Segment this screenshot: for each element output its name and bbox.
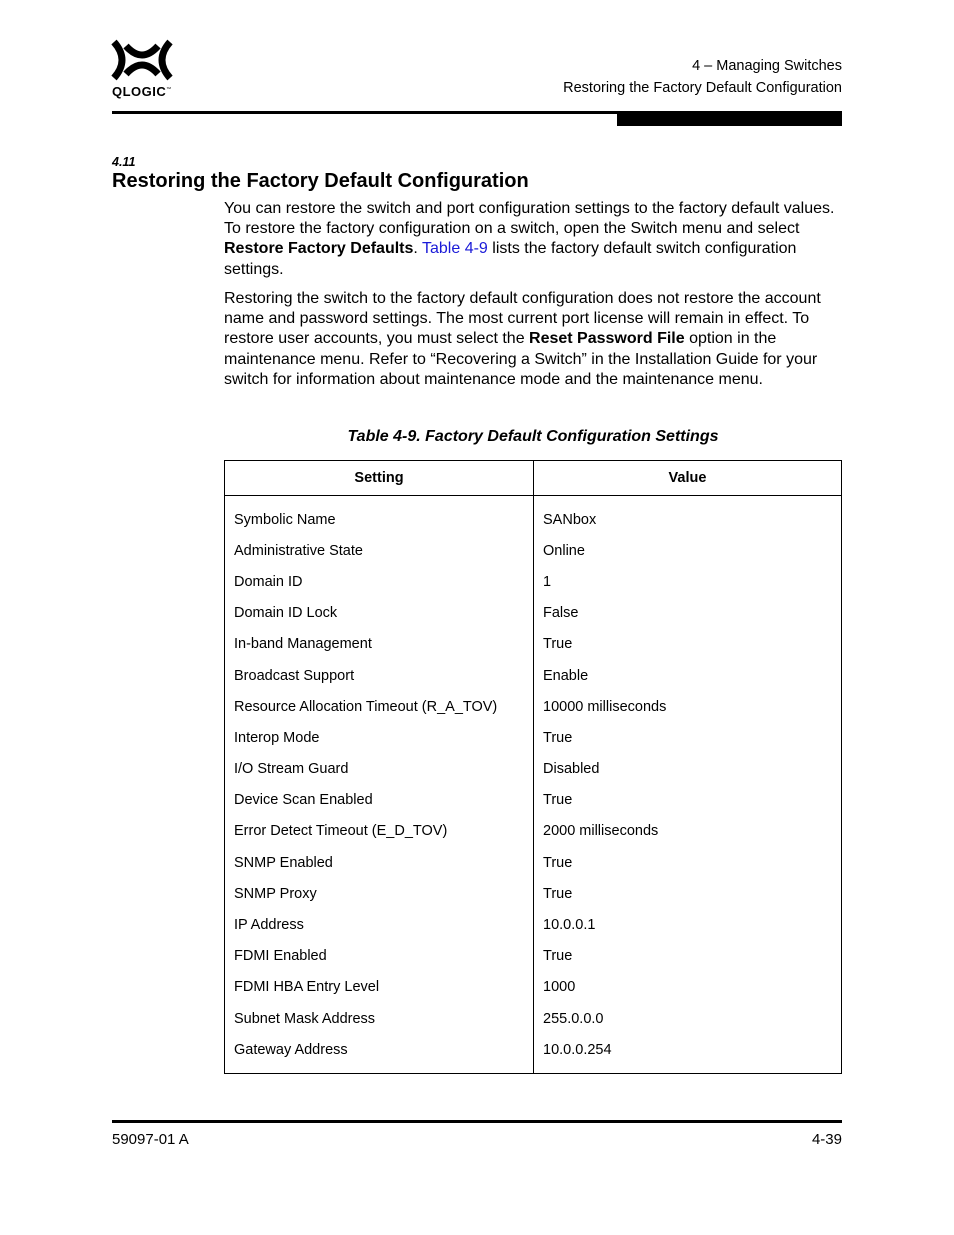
cell-setting: Domain ID Lock: [225, 598, 534, 629]
paragraph-1: [224, 199, 844, 280]
table-row: [225, 598, 842, 629]
table-row: [225, 629, 842, 660]
cell-value: 2000 milliseconds: [534, 816, 842, 847]
table-row: [225, 1003, 842, 1034]
para1-text-2: .: [413, 240, 422, 258]
header-rule: [112, 111, 617, 114]
cell-setting: Gateway Address: [225, 1034, 534, 1074]
table-row: [225, 909, 842, 940]
table-row: [225, 691, 842, 722]
table-row: [225, 878, 842, 909]
factory-defaults-table: [224, 460, 842, 1074]
cell-value: SANbox: [534, 496, 842, 536]
table-row: [225, 754, 842, 785]
cell-value: Disabled: [534, 754, 842, 785]
cell-value: True: [534, 629, 842, 660]
table-header-row: [225, 461, 842, 496]
cell-setting: Administrative State: [225, 535, 534, 566]
table-row: [225, 566, 842, 597]
cell-value: True: [534, 847, 842, 878]
table-row: [225, 496, 842, 536]
table-row: [225, 660, 842, 691]
cell-setting: FDMI HBA Entry Level: [225, 972, 534, 1003]
section-number: 4.11: [112, 155, 136, 169]
cell-value: 1000: [534, 972, 842, 1003]
cell-setting: SNMP Enabled: [225, 847, 534, 878]
para1-text-1: You can restore the switch and port configuration settings to the factory default values. To restore the factory configuration on a switch, open the Switch menu and select: [224, 200, 835, 238]
cell-setting: In-band Management: [225, 629, 534, 660]
cell-setting: Error Detect Timeout (E_D_TOV): [225, 816, 534, 847]
cell-value: False: [534, 598, 842, 629]
footer-page-number: 4-39: [811, 1131, 842, 1148]
cell-value: Online: [534, 535, 842, 566]
footer-doc-number: 59097-01 A: [112, 1131, 189, 1148]
para2-text-1: Restoring the switch to the factory default configuration does not restore the account name and password settings. The most current port license will remain in effect. To restore user accounts, you must select the: [224, 290, 821, 348]
cell-setting: Device Scan Enabled: [225, 785, 534, 816]
cell-setting: Subnet Mask Address: [225, 1003, 534, 1034]
cell-value: 10000 milliseconds: [534, 691, 842, 722]
column-header-setting: Setting: [225, 461, 534, 496]
cell-value: 10.0.0.254: [534, 1034, 842, 1074]
cell-value: Enable: [534, 660, 842, 691]
cell-setting: Broadcast Support: [225, 660, 534, 691]
table-row: [225, 1034, 842, 1074]
cell-value: True: [534, 722, 842, 753]
table-row: [225, 816, 842, 847]
header-rule-block: [617, 111, 842, 126]
header-section: Restoring the Factory Default Configuration: [563, 80, 842, 96]
column-header-value: Value: [534, 461, 842, 496]
para1-text-3: lists the factory default switch configuration settings.: [224, 240, 797, 278]
para2-text-2: option in the maintenance menu. Refer to “Recovering a Switch” in the Installation Guide for your switch for information about maintenance mode and the maintenance menu.: [224, 330, 818, 388]
logo-wordmark: QLOGIC™: [112, 84, 172, 99]
para1-bold-restore-defaults: Restore Factory Defaults: [224, 240, 414, 258]
cell-setting: Symbolic Name: [225, 496, 534, 536]
table-row: [225, 722, 842, 753]
para2-bold-reset-password: Reset Password File: [529, 330, 685, 348]
paragraph-2: [224, 289, 844, 390]
cell-setting: I/O Stream Guard: [225, 754, 534, 785]
cell-value: 1: [534, 566, 842, 597]
section-title: Restoring the Factory Default Configuration: [112, 170, 529, 192]
table-row: [225, 972, 842, 1003]
cell-setting: FDMI Enabled: [225, 941, 534, 972]
table-row: [225, 535, 842, 566]
footer-rule: [112, 1120, 842, 1123]
cell-value: True: [534, 941, 842, 972]
table-4-9-link[interactable]: Table 4-9: [422, 240, 488, 258]
cell-value: 255.0.0.0: [534, 1003, 842, 1034]
table-row: [225, 847, 842, 878]
header-chapter: 4 – Managing Switches: [692, 58, 842, 74]
cell-setting: IP Address: [225, 909, 534, 940]
cell-setting: Interop Mode: [225, 722, 534, 753]
table-row: [225, 785, 842, 816]
table-caption: Table 4-9. Factory Default Configuration Settings: [347, 428, 719, 445]
table-row: [225, 941, 842, 972]
cell-value: True: [534, 785, 842, 816]
cell-setting: Domain ID: [225, 566, 534, 597]
cell-value: 10.0.0.1: [534, 909, 842, 940]
cell-setting: Resource Allocation Timeout (R_A_TOV): [225, 691, 534, 722]
cell-value: True: [534, 878, 842, 909]
cell-setting: SNMP Proxy: [225, 878, 534, 909]
